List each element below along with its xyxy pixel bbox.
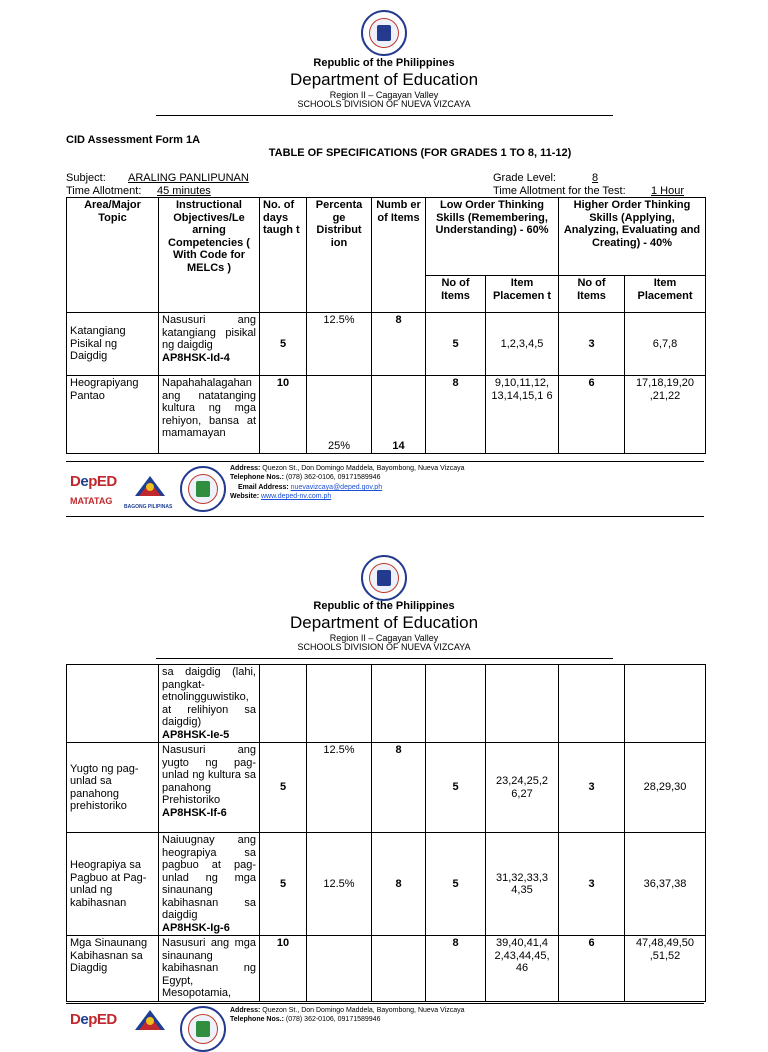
footer-telephone: Telephone Nos.: (078) 362-0106, 09171589946 [230, 1016, 381, 1023]
cell-percent: 25% [307, 376, 372, 454]
cell-high-no: 3 [559, 833, 625, 936]
website-link[interactable]: www.deped-nv.com.ph [261, 493, 332, 500]
cell-area: Katangiang Pisikal ng Daigdig [67, 313, 159, 376]
cell-items: 8 [372, 313, 426, 376]
cell-days [260, 665, 307, 743]
specification-table-page2 [66, 664, 706, 1002]
region-text: Region II – Cagayan Valley [329, 90, 439, 100]
republic-heading: Republic of the Philippines [313, 57, 455, 69]
test-time-value: 1 Hour [651, 185, 685, 197]
cell-items [372, 936, 426, 1002]
department-heading: Department of Education [289, 613, 479, 632]
table-row [67, 665, 706, 743]
cell-items: 8 [372, 743, 426, 833]
specification-table-page1 [66, 197, 706, 454]
form-title: TABLE OF SPECIFICATIONS (FOR GRADES 1 TO 8, 11-12) [268, 147, 572, 159]
cell-high-place: 28,29,30 [625, 743, 706, 833]
footer-telephone: Telephone Nos.: (078) 362-0106, 09171589946 [230, 474, 381, 481]
footer-address: Address: Quezon St., Don Domingo Maddela, Bayombong, Nueva Vizcaya [230, 1007, 465, 1014]
test-time-label: Time Allotment for the Test: [493, 185, 626, 197]
cell-objective: Napahahalagahan ang natatanging kultura ng mga rehiyon, bansa at mamamayan [159, 376, 260, 454]
header-area: Area/Major Topic [67, 198, 159, 313]
cell-area: Heograpiya sa Pagbuo at Pag-unlad ng kabihasnan [67, 833, 159, 936]
table-row [67, 833, 706, 936]
cell-days: 5 [260, 743, 307, 833]
cell-area: Heograpiyang Pantao [67, 376, 159, 454]
header-low-no-items: No of Items [426, 276, 486, 313]
cell-low-place: 31,32,33,3 4,35 [486, 833, 559, 936]
email-link[interactable]: nuevavizcaya@deped.gov.ph [290, 484, 383, 491]
cell-objective: Nasusuri ang yugto ng pag-unlad ng kultura sa panahong Prehistoriko AP8HSK-If-6 [159, 743, 260, 833]
deped-logo: DepED [70, 473, 117, 490]
time-allotment-value: 45 minutes [157, 185, 211, 197]
deped-seal-icon [361, 10, 407, 56]
form-code: CID Assessment Form 1A [66, 134, 201, 146]
cell-low-no: 5 [426, 313, 486, 376]
department-heading: Department of Education [289, 70, 479, 89]
cell-high-no: 6 [559, 936, 625, 1002]
division-seal-icon [180, 1006, 226, 1052]
cell-high-place: 6,7,8 [625, 313, 706, 376]
matatag-logo: MATATAG [70, 496, 113, 506]
cell-low-no: 8 [426, 936, 486, 1002]
cell-high-no: 3 [559, 743, 625, 833]
cell-percent: 12.5% [307, 743, 372, 833]
cell-area [67, 665, 159, 743]
header-lots: Low Order Thinking Skills (Remembering, Understanding) - 60% [426, 198, 559, 276]
cell-percent [307, 665, 372, 743]
footer-address: Address: Quezon St., Don Domingo Maddela, Bayombong, Nueva Vizcaya [230, 465, 465, 472]
cell-objective: sa daigdig (lahi, pangkat-etnolingguwistiko, at relihiyon sa daigdig) AP8HSK-Ie-5 [159, 665, 260, 743]
subject-value: ARALING PANLIPUNAN [128, 172, 249, 184]
cell-low-place: 9,10,11,12, 13,14,15,1 6 [486, 376, 559, 454]
header-rule [156, 658, 613, 659]
deped-seal-icon [361, 555, 407, 601]
grade-level-value: 8 [592, 172, 599, 184]
grade-level-label: Grade Level: [493, 172, 556, 184]
header-high-placement: Item Placement [625, 276, 706, 313]
division-text: SCHOOLS DIVISION OF NUEVA VIZCAYA [297, 99, 471, 109]
cell-high-no [559, 665, 625, 743]
header-high-no-items: No of Items [559, 276, 625, 313]
cell-low-no: 5 [426, 833, 486, 936]
cell-low-place [486, 665, 559, 743]
cell-objective: Nasusuri ang mga sinaunang kabihasnan ng Egypt, Mesopotamia, [159, 936, 260, 1002]
cell-items: 14 [372, 376, 426, 454]
cell-percent: 12.5% [307, 833, 372, 936]
header-rule [156, 115, 613, 116]
table-row [67, 936, 706, 1002]
cell-low-no: 5 [426, 743, 486, 833]
footer-rule-top [66, 1003, 704, 1004]
cell-low-place: 1,2,3,4,5 [486, 313, 559, 376]
cell-high-place: 36,37,38 [625, 833, 706, 936]
deped-logo: DepED [70, 1011, 117, 1028]
republic-heading: Republic of the Philippines [313, 600, 455, 612]
subject-label: Subject: [66, 172, 106, 184]
cell-percent: 12.5% [307, 313, 372, 376]
cell-low-no [426, 665, 486, 743]
header-hots: Higher Order Thinking Skills (Applying, Analyzing, Evaluating and Creating) - 40% [559, 198, 706, 276]
cell-area: Mga Sinaunang Kabihasnan sa Diagdig [67, 936, 159, 1002]
header-low-placement: Item Placemen t [486, 276, 559, 313]
cell-high-no: 6 [559, 376, 625, 454]
cell-high-place [625, 665, 706, 743]
cell-area: Yugto ng pag-unlad sa panahong prehistoriko [67, 743, 159, 833]
cell-low-place: 39,40,41,4 2,43,44,45, 46 [486, 936, 559, 1002]
division-seal-icon [180, 466, 226, 512]
cell-days: 5 [260, 313, 307, 376]
region-text: Region II – Cagayan Valley [329, 633, 439, 643]
footer-rule-bottom [66, 516, 704, 517]
table-row [67, 743, 706, 833]
cell-days: 5 [260, 833, 307, 936]
time-allotment-label: Time Allotment: [66, 185, 142, 197]
cell-objective: Nasusuri ang katangiang pisikal ng daigdig AP8HSK-Id-4 [159, 313, 260, 376]
cell-low-place: 23,24,25,2 6,27 [486, 743, 559, 833]
cell-objective: Naiuugnay ang heograpiya sa pagbuo at pag-unlad ng mga sinaunang kabihasnan sa daigdig AP8HSK-Ig-6 [159, 833, 260, 936]
cell-high-no: 3 [559, 313, 625, 376]
bagong-pilipinas-icon [135, 474, 165, 496]
footer-email: Email Address: nuevavizcaya@deped.gov.ph [238, 484, 383, 491]
cell-high-place: 47,48,49,50 ,51,52 [625, 936, 706, 1002]
bagong-pilipinas-text: BAGONG PILIPINAS [124, 504, 173, 510]
header-items: Numb er of Items [372, 198, 426, 313]
footer-website: Website: www.deped-nv.com.ph [230, 493, 332, 500]
header-objectives: Instructional Objectives/Le arning Competencies ( With Code for MELCs ) [159, 198, 260, 313]
cell-items: 8 [372, 833, 426, 936]
table-row [67, 313, 706, 376]
cell-items [372, 665, 426, 743]
table-row [67, 376, 706, 454]
header-days: No. of days taugh t [260, 198, 307, 313]
cell-days: 10 [260, 936, 307, 1002]
cell-percent [307, 936, 372, 1002]
cell-days: 10 [260, 376, 307, 454]
header-percentage: Percenta ge Distribut ion [307, 198, 372, 313]
division-text: SCHOOLS DIVISION OF NUEVA VIZCAYA [297, 642, 471, 652]
footer-rule-top [66, 461, 704, 462]
cell-high-place: 17,18,19,20 ,21,22 [625, 376, 706, 454]
cell-low-no: 8 [426, 376, 486, 454]
bagong-pilipinas-icon [135, 1008, 165, 1030]
